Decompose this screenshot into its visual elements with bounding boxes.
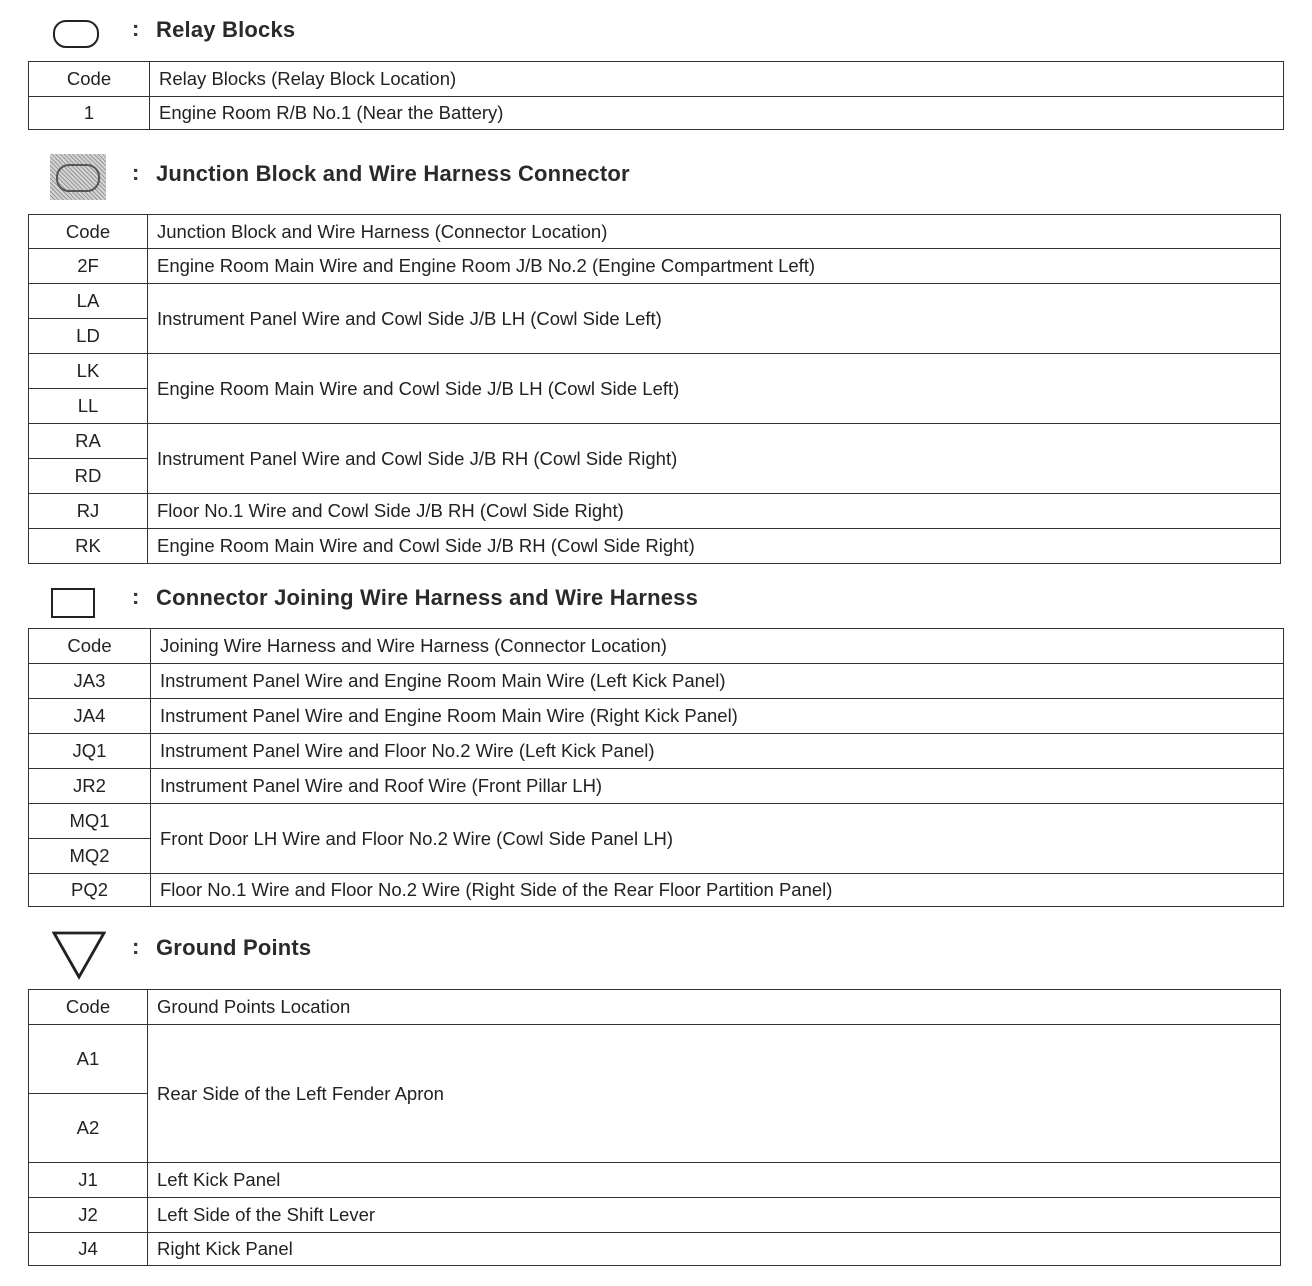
code-cell: 1: [29, 97, 150, 130]
section-title: Relay Blocks: [156, 17, 296, 42]
header-description: Ground Points Location: [148, 990, 1281, 1025]
table-row: [29, 529, 1281, 564]
code-cell: LK: [29, 354, 148, 389]
description-cell: Instrument Panel Wire and Engine Room Main Wire (Left Kick Panel): [151, 664, 1284, 699]
header-code: Code: [29, 62, 150, 97]
code-cell: 2F: [29, 249, 148, 284]
ground-points-table: [28, 989, 1281, 1266]
description-cell: Instrument Panel Wire and Engine Room Main Wire (Right Kick Panel): [151, 699, 1284, 734]
code-cell: JA4: [29, 699, 151, 734]
description-cell: Instrument Panel Wire and Cowl Side J/B LH (Cowl Side Left): [148, 284, 1281, 354]
code-cell: JR2: [29, 769, 151, 804]
description-cell: Engine Room R/B No.1 (Near the Battery): [150, 97, 1284, 130]
table-row: [29, 769, 1284, 804]
heading-colon: :: [132, 934, 140, 959]
code-cell: LD: [29, 319, 148, 354]
code-cell: RA: [29, 424, 148, 459]
section-heading-ground-points: [0, 930, 1312, 970]
connector-table: [28, 628, 1284, 907]
description-cell: Engine Room Main Wire and Cowl Side J/B RH (Cowl Side Right): [148, 529, 1281, 564]
section-heading-relay-blocks: [0, 12, 1312, 52]
header-description: Relay Blocks (Relay Block Location): [150, 62, 1284, 97]
code-cell: PQ2: [29, 874, 151, 907]
table-row: [29, 424, 1281, 459]
code-cell: JQ1: [29, 734, 151, 769]
description-cell: Right Kick Panel: [148, 1233, 1281, 1266]
table-row: [29, 284, 1281, 319]
description-cell: Floor No.1 Wire and Cowl Side J/B RH (Cowl Side Right): [148, 494, 1281, 529]
description-cell: Engine Room Main Wire and Engine Room J/B No.2 (Engine Compartment Left): [148, 249, 1281, 284]
code-cell: MQ1: [29, 804, 151, 839]
junction-block-symbol-icon: [50, 154, 106, 200]
section-title: Connector Joining Wire Harness and Wire Harness: [156, 585, 699, 610]
description-cell: Floor No.1 Wire and Floor No.2 Wire (Right Side of the Rear Floor Partition Panel): [151, 874, 1284, 907]
section-title: Junction Block and Wire Harness Connector: [156, 161, 630, 186]
header-description: Joining Wire Harness and Wire Harness (Connector Location): [151, 629, 1284, 664]
table-row: [29, 249, 1281, 284]
description-cell: Rear Side of the Left Fender Apron: [148, 1025, 1281, 1163]
section-heading-junction-block: [0, 156, 1312, 196]
code-cell: LL: [29, 389, 148, 424]
heading-colon: :: [132, 16, 140, 41]
ground-point-symbol-icon: [52, 930, 106, 980]
relay-block-symbol-icon: [53, 20, 99, 48]
table-row: [29, 97, 1284, 130]
header-code: Code: [29, 215, 148, 249]
table-header-row: [29, 215, 1281, 249]
table-row: [29, 699, 1284, 734]
code-cell: MQ2: [29, 839, 151, 874]
table-header-row: [29, 629, 1284, 664]
table-row: [29, 874, 1284, 907]
table-row: [29, 494, 1281, 529]
connector-symbol-icon: [51, 588, 95, 618]
code-cell: RD: [29, 459, 148, 494]
description-cell: Left Side of the Shift Lever: [148, 1198, 1281, 1233]
code-cell: LA: [29, 284, 148, 319]
header-code: Code: [29, 629, 151, 664]
code-cell: A1: [29, 1025, 148, 1094]
table-row: [29, 1163, 1281, 1198]
code-cell: A2: [29, 1094, 148, 1163]
code-cell: J4: [29, 1233, 148, 1266]
section-heading-connector: [0, 580, 1312, 620]
code-cell: JA3: [29, 664, 151, 699]
code-cell: J1: [29, 1163, 148, 1198]
description-cell: Left Kick Panel: [148, 1163, 1281, 1198]
section-title: Ground Points: [156, 935, 312, 960]
table-row: [29, 354, 1281, 389]
table-header-row: [29, 62, 1284, 97]
table-row: [29, 664, 1284, 699]
table-header-row: [29, 990, 1281, 1025]
code-cell: RJ: [29, 494, 148, 529]
description-cell: Instrument Panel Wire and Roof Wire (Front Pillar LH): [151, 769, 1284, 804]
table-row: [29, 1025, 1281, 1094]
junction-block-table: [28, 214, 1281, 564]
code-cell: J2: [29, 1198, 148, 1233]
table-row: [29, 1233, 1281, 1266]
table-row: [29, 804, 1284, 839]
description-cell: Engine Room Main Wire and Cowl Side J/B LH (Cowl Side Left): [148, 354, 1281, 424]
heading-colon: :: [132, 160, 140, 185]
table-row: [29, 1198, 1281, 1233]
header-description: Junction Block and Wire Harness (Connector Location): [148, 215, 1281, 249]
description-cell: Instrument Panel Wire and Floor No.2 Wire (Left Kick Panel): [151, 734, 1284, 769]
header-code: Code: [29, 990, 148, 1025]
relay-blocks-table: [28, 61, 1284, 130]
table-row: [29, 734, 1284, 769]
code-cell: RK: [29, 529, 148, 564]
heading-colon: :: [132, 584, 140, 609]
description-cell: Instrument Panel Wire and Cowl Side J/B RH (Cowl Side Right): [148, 424, 1281, 494]
description-cell: Front Door LH Wire and Floor No.2 Wire (Cowl Side Panel LH): [151, 804, 1284, 874]
